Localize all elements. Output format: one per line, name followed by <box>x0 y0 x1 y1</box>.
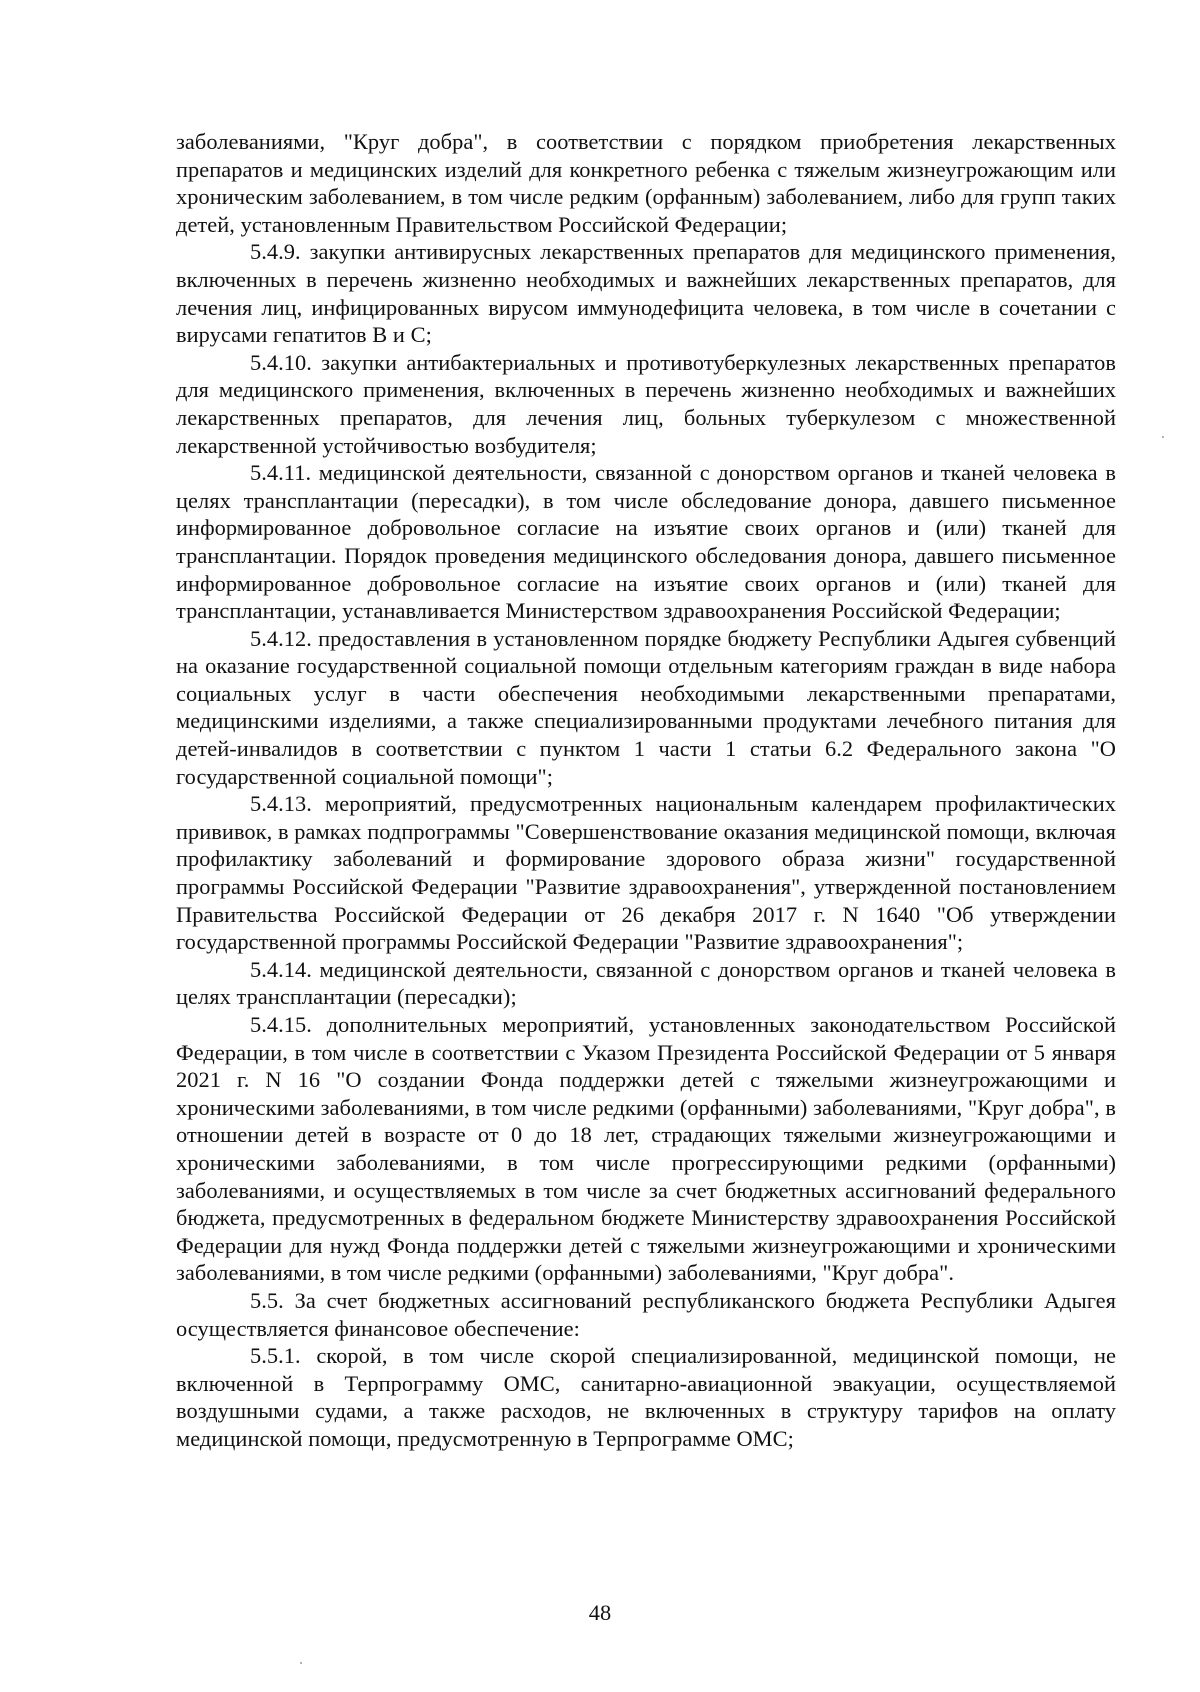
paragraph-5-4-13: 5.4.13. мероприятий, предусмотренных национальным календарем профилактических прививок, в рамках подпрограммы "Совершенствование оказания медицинской помощи, включая профилактику заболеваний и формирование здорового образа жизни" государственной программы Российской Федерации "Развитие здравоохранения", утвержденной постановлением Правительства Российской Федерации от 26 декабря 2017 г. N 1640 "Об утверждении государственной программы Российской Федерации "Развитие здравоохранения"; <box>176 791 1116 955</box>
paragraph-5-4-9: 5.4.9. закупки антивирусных лекарственных препаратов для медицинского применения, включенных в перечень жизненно необходимых и важнейших лекарственных препаратов, для лечения лиц, инфицированных вирусом иммунодефицита человека, в том числе в сочетании с вирусами гепатитов В и С; <box>176 239 1116 348</box>
paragraph-5-4-12: 5.4.12. предоставления в установленном порядке бюджету Республики Адыгея субвенций на оказание государственной социальной помощи отдельным категориям граждан в виде набора социальных услуг в части обеспечения необходимыми лекарственными препаратами, медицинскими изделиями, а также специализированными продуктами лечебного питания для детей-инвалидов в соответствии с пунктом 1 части 1 статьи 6.2 Федерального закона "О государственной социальной помощи"; <box>176 625 1116 789</box>
scan-speck <box>300 1662 302 1664</box>
paragraph-5-4-10: 5.4.10. закупки антибактериальных и противотуберкулезных лекарственных препаратов для медицинского применения, включенных в перечень жизненно необходимых и важнейших лекарственных препаратов, для лечения лиц, больных туберкулезом с множественной лекарственной устойчивостью возбудителя; <box>176 349 1116 458</box>
page-number: 48 <box>588 1600 612 1625</box>
scan-speck <box>1162 436 1164 438</box>
document-body <box>176 128 1116 1453</box>
paragraph-5-4-15: 5.4.15. дополнительных мероприятий, установленных законодательством Российской Федерации, в том числе в соответствии с Указом Президента Российской Федерации от 5 января 2021 г. N 16 "О создании Фонда поддержки детей с тяжелыми жизнеугрожающими и хроническими заболеваниями, в том числе редкими (орфанными) заболеваниями, "Круг добра", в отношении детей в возрасте от 0 до 18 лет, страдающих тяжелыми жизнеугрожающими и хроническими заболеваниями, в том числе прогрессирующими редкими (орфанными) заболеваниями, и осуществляемых в том числе за счет бюджетных ассигнований федерального бюджета, предусмотренных в федеральном бюджете Министерству здравоохранения Российской Федерации для нужд Фонда поддержки детей с тяжелыми жизнеугрожающими и хроническими заболеваниями, в том числе редкими (орфанными) заболеваниями, "Круг добра". <box>176 1012 1116 1286</box>
paragraph-5-4-11: 5.4.11. медицинской деятельности, связанной с донорством органов и тканей человека в целях трансплантации (пересадки), в том числе обследование донора, давшего письменное информированное добровольное согласие на изъятие своих органов и (или) тканей для трансплантации. Порядок проведения медицинского обследования донора, давшего письменное информированное добровольное согласие на изъятие своих органов и (или) тканей для трансплантации, устанавливается Министерством здравоохранения Российской Федерации; <box>176 460 1116 624</box>
paragraph-5-5-1: 5.5.1. скорой, в том числе скорой специализированной, медицинской помощи, не включенной в Терпрограмму ОМС, санитарно-авиационной эвакуации, осуществляемой воздушными судами, а также расходов, не включенных в структуру тарифов на оплату медицинской помощи, предусмотренную в Терпрограмме ОМС; <box>176 1343 1116 1451</box>
paragraph-5-4-14: 5.4.14. медицинской деятельности, связанной с донорством органов и тканей человека в целях трансплантации (пересадки); <box>176 956 1116 1010</box>
paragraph-continuation: заболеваниями, "Круг добра", в соответствии с порядком приобретения лекарственных препаратов и медицинских изделий для конкретного ребенка с тяжелым жизнеугрожающим или хроническим заболеванием, в том числе редким (орфанным) заболеванием, либо для групп таких детей, установленным Правительством Российской Федерации; <box>176 129 1116 237</box>
paragraph-5-5: 5.5. За счет бюджетных ассигнований республиканского бюджета Республики Адыгея осуществляется финансовое обеспечение: <box>176 1287 1116 1341</box>
